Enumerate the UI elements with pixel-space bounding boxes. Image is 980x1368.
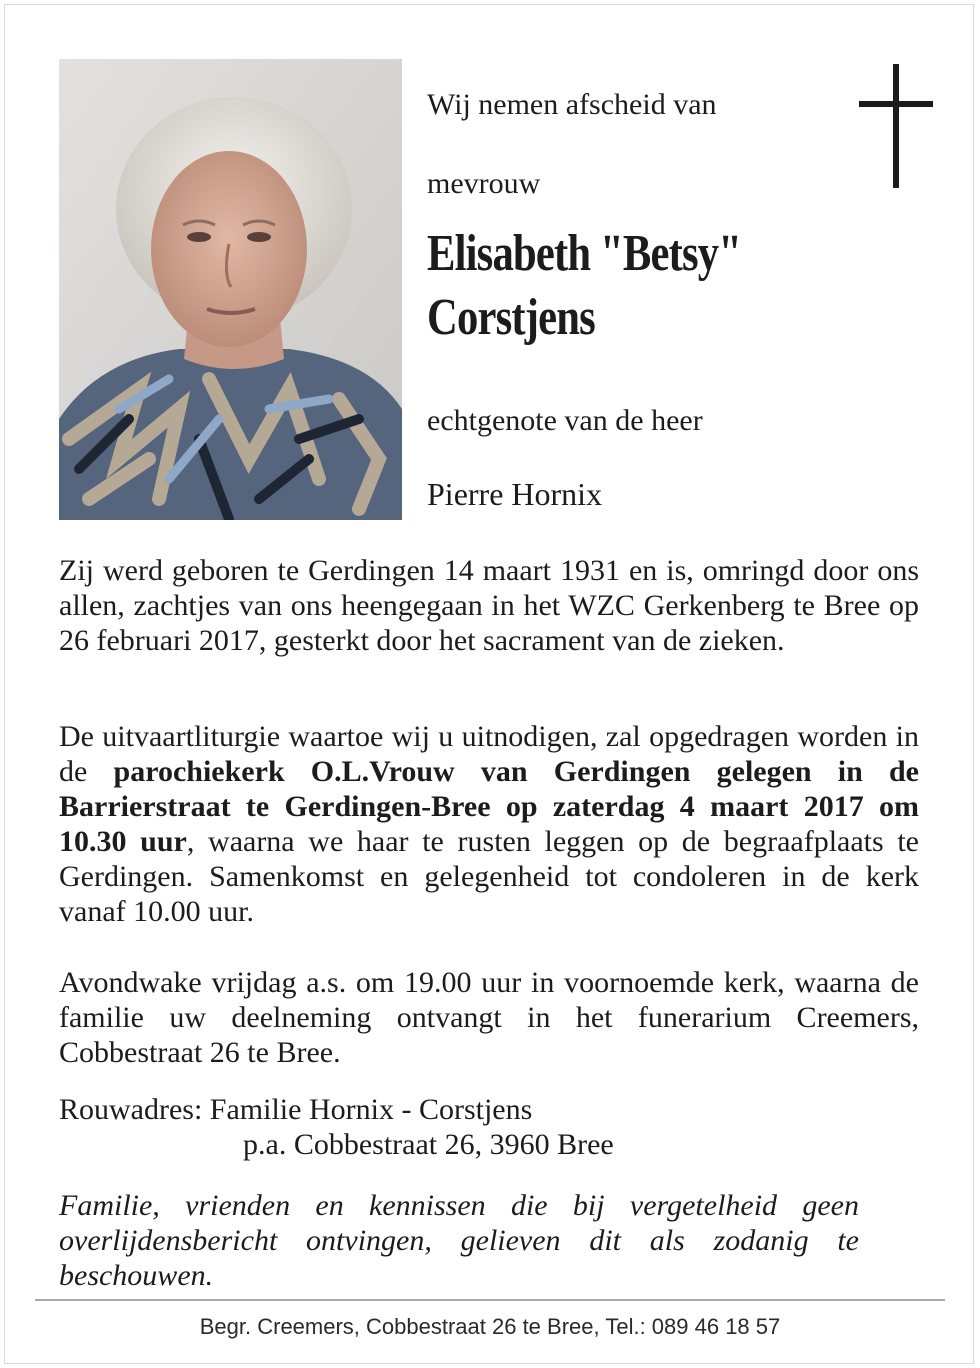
- paragraph-1-text: Zij werd geboren te Gerdingen 14 maart 1931 en is, omringd door ons allen, zachtjes van ons heengegaan in het WZC Gerkenberg te Bree op 26 februari 2017, gesterkt door het sacrament van de zieken.: [59, 554, 919, 657]
- title-text: mevrouw: [427, 167, 541, 200]
- intro-text: Wij nemen afscheid van: [427, 88, 717, 121]
- spouse-relation: echtgenote van de heer: [427, 404, 703, 437]
- address-line1: Rouwadres: Familie Hornix - Corstjens: [59, 1093, 533, 1126]
- birth-death-paragraph: [59, 553, 919, 658]
- paragraph-3-text: Avondwake vrijdag a.s. om 19.00 uur in voornoemde kerk, waarna de familie uw deelneming ontvangt in het funerarium Creemers, Cobbestraat 26 te Bree.: [59, 966, 919, 1069]
- wake-paragraph: [59, 965, 919, 1070]
- deceased-name-line1: Elisabeth "Betsy": [427, 225, 742, 282]
- paragraph-2-text: [59, 719, 919, 929]
- cross-icon: [859, 64, 933, 190]
- paragraph-2-part1: De uitvaartliturgie waartoe wij u uitnodigen, zal opgedragen worden in de: [59, 720, 919, 788]
- deceased-name: [427, 222, 741, 350]
- closing-note: [59, 1188, 859, 1293]
- paragraph-2-bold: parochiekerk O.L.Vrouw van Gerdingen gelegen in de Barrierstraat te Gerdingen-Bree op zaterdag 4 maart 2017 om 10.30 uur: [59, 755, 919, 858]
- portrait-illustration: [59, 59, 402, 520]
- footer-divider: [35, 1299, 945, 1301]
- paragraph-2-part2: , waarna we haar te rusten leggen op de begraafplaats te Gerdingen. Samenkomst en gelegenheid tot condoleren in de kerk vanaf 10.00 uur.: [59, 825, 919, 928]
- address-line2: p.a. Cobbestraat 26, 3960 Bree: [243, 1128, 614, 1161]
- spouse-name: Pierre Hornix: [427, 476, 603, 512]
- mourning-address: [59, 1092, 919, 1162]
- deceased-name-line2: Corstjens: [427, 289, 595, 346]
- footer-undertaker: Begr. Creemers, Cobbestraat 26 te Bree, Tel.: 089 46 18 57: [199, 1314, 781, 1339]
- closing-note-text: Familie, vrienden en kennissen die bij vergetelheid geen overlijdensbericht ontvingen, gelieven dit als zodanig te beschouwen.: [59, 1189, 859, 1292]
- portrait-photo: [59, 59, 402, 520]
- funeral-paragraph: [59, 719, 919, 929]
